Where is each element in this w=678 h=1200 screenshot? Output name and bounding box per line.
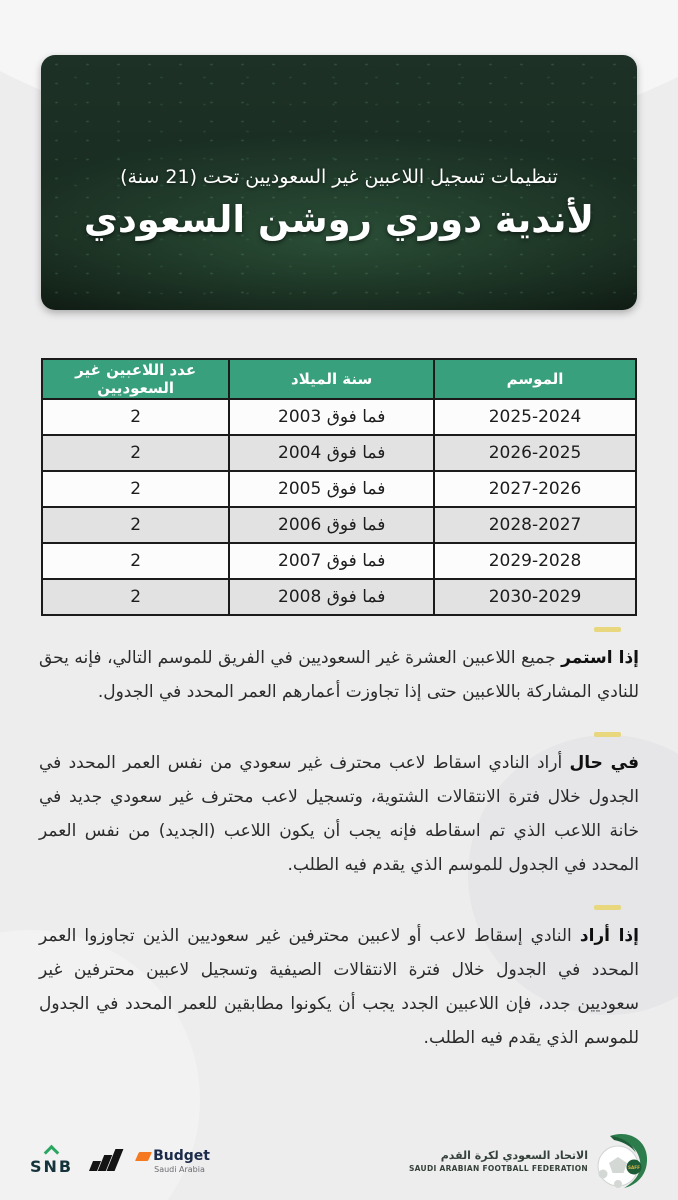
birth-year-cell: 2008 فما فوق: [229, 579, 434, 615]
adidas-logo-icon: [91, 1149, 119, 1173]
rule-lead: في حال: [569, 753, 639, 773]
sponsor-logos: [30, 1147, 210, 1176]
budget-mark-icon: [135, 1152, 152, 1161]
table-header-row: [42, 359, 636, 399]
footer: [0, 1128, 678, 1194]
count-cell: 2: [42, 507, 229, 543]
table-row: [42, 543, 636, 579]
rule-item: [39, 732, 639, 882]
budget-wordmark: Budget: [153, 1148, 210, 1164]
rules-section: [39, 627, 639, 1078]
budget-logo: [137, 1148, 210, 1174]
season-cell: 2028-2027: [434, 507, 636, 543]
season-cell: 2030-2029: [434, 579, 636, 615]
birth-year-cell: 2004 فما فوق: [229, 435, 434, 471]
season-cell: 2026-2025: [434, 435, 636, 471]
saff-logo: [409, 1133, 648, 1189]
saff-badge-text: SAFF: [628, 1165, 640, 1170]
birth-year-cell: 2007 فما فوق: [229, 543, 434, 579]
rule-text: [39, 746, 639, 882]
rule-text: [39, 641, 639, 709]
saff-arabic-name: الاتحاد السعودي لكرة القدم: [440, 1149, 588, 1162]
table-row: [42, 399, 636, 435]
table-row: [42, 579, 636, 615]
birth-year-cell: 2005 فما فوق: [229, 471, 434, 507]
saff-emblem-icon: [596, 1133, 648, 1189]
rule-lead: إذا استمر: [561, 648, 639, 668]
count-cell: 2: [42, 543, 229, 579]
yellow-dash-icon: [594, 627, 621, 632]
count-cell: 2: [42, 579, 229, 615]
table-row: [42, 507, 636, 543]
rule-lead: إذا أراد: [579, 926, 639, 946]
season-cell: 2029-2028: [434, 543, 636, 579]
count-cell: 2: [42, 471, 229, 507]
rule-item: [39, 627, 639, 709]
birth-year-cell: 2003 فما فوق: [229, 399, 434, 435]
budget-subtext: Saudi Arabia: [154, 1165, 205, 1174]
yellow-dash-icon: [594, 905, 621, 910]
table-row: [42, 435, 636, 471]
rule-body: جميع اللاعبين العشرة غير السعوديين في الفريق للموسم التالي، فإنه يحق للنادي المشاركة باللاعبين حتى إذا تجاوزت أعمارهم العمر المحدد في الجدول.: [39, 648, 639, 702]
snb-logo: [30, 1147, 73, 1176]
column-header-non-saudi-count: عدد اللاعبين غير السعوديين: [42, 359, 229, 399]
count-cell: 2: [42, 399, 229, 435]
page-title: لأندية دوري روشن السعودي: [83, 198, 595, 241]
yellow-dash-icon: [594, 732, 621, 737]
season-cell: 2027-2026: [434, 471, 636, 507]
header-banner: [41, 55, 637, 310]
rule-body: أراد النادي اسقاط لاعب محترف غير سعودي من نفس العمر المحدد في الجدول خلال فترة الانتقالات الشتوية، وتسجيل لاعب محترف غير سعودي جديد في خانة اللاعب الذي تم اسقاطه فإنه يجب أن يكون اللاعب (الجديد) من نفس العمر المحدد في الجدول للموسم الذي يقدم فيه الطلب.: [39, 753, 639, 875]
saff-english-name: SAUDI ARABIAN FOOTBALL FEDERATION: [408, 1164, 588, 1173]
rule-text: [39, 919, 639, 1055]
column-header-season: الموسم: [434, 359, 636, 399]
rule-body: النادي إسقاط لاعب أو لاعبين محترفين غير سعوديين الذين تجاوزوا العمر المحدد في الجدول خلال فترة الانتقالات الصيفية وتسجيل لاعبين محترفين غير سعوديين جدد، فإن اللاعبين الجدد يجب أن يكونوا مطابقين للعمر المحدد في الجدول للموسم الذي يقدم فيه الطلب.: [39, 926, 639, 1048]
snb-wordmark: SNB: [30, 1156, 74, 1176]
column-header-birth-year: سنة الميلاد: [229, 359, 434, 399]
count-cell: 2: [42, 435, 229, 471]
season-cell: 2025-2024: [434, 399, 636, 435]
seasons-table: [41, 358, 637, 616]
rule-item: [39, 905, 639, 1055]
birth-year-cell: 2006 فما فوق: [229, 507, 434, 543]
banner-subtitle: تنظيمات تسجيل اللاعبين غير السعوديين تحت (21 سنة): [120, 166, 558, 188]
saff-text-block: [409, 1149, 588, 1173]
table-row: [42, 471, 636, 507]
